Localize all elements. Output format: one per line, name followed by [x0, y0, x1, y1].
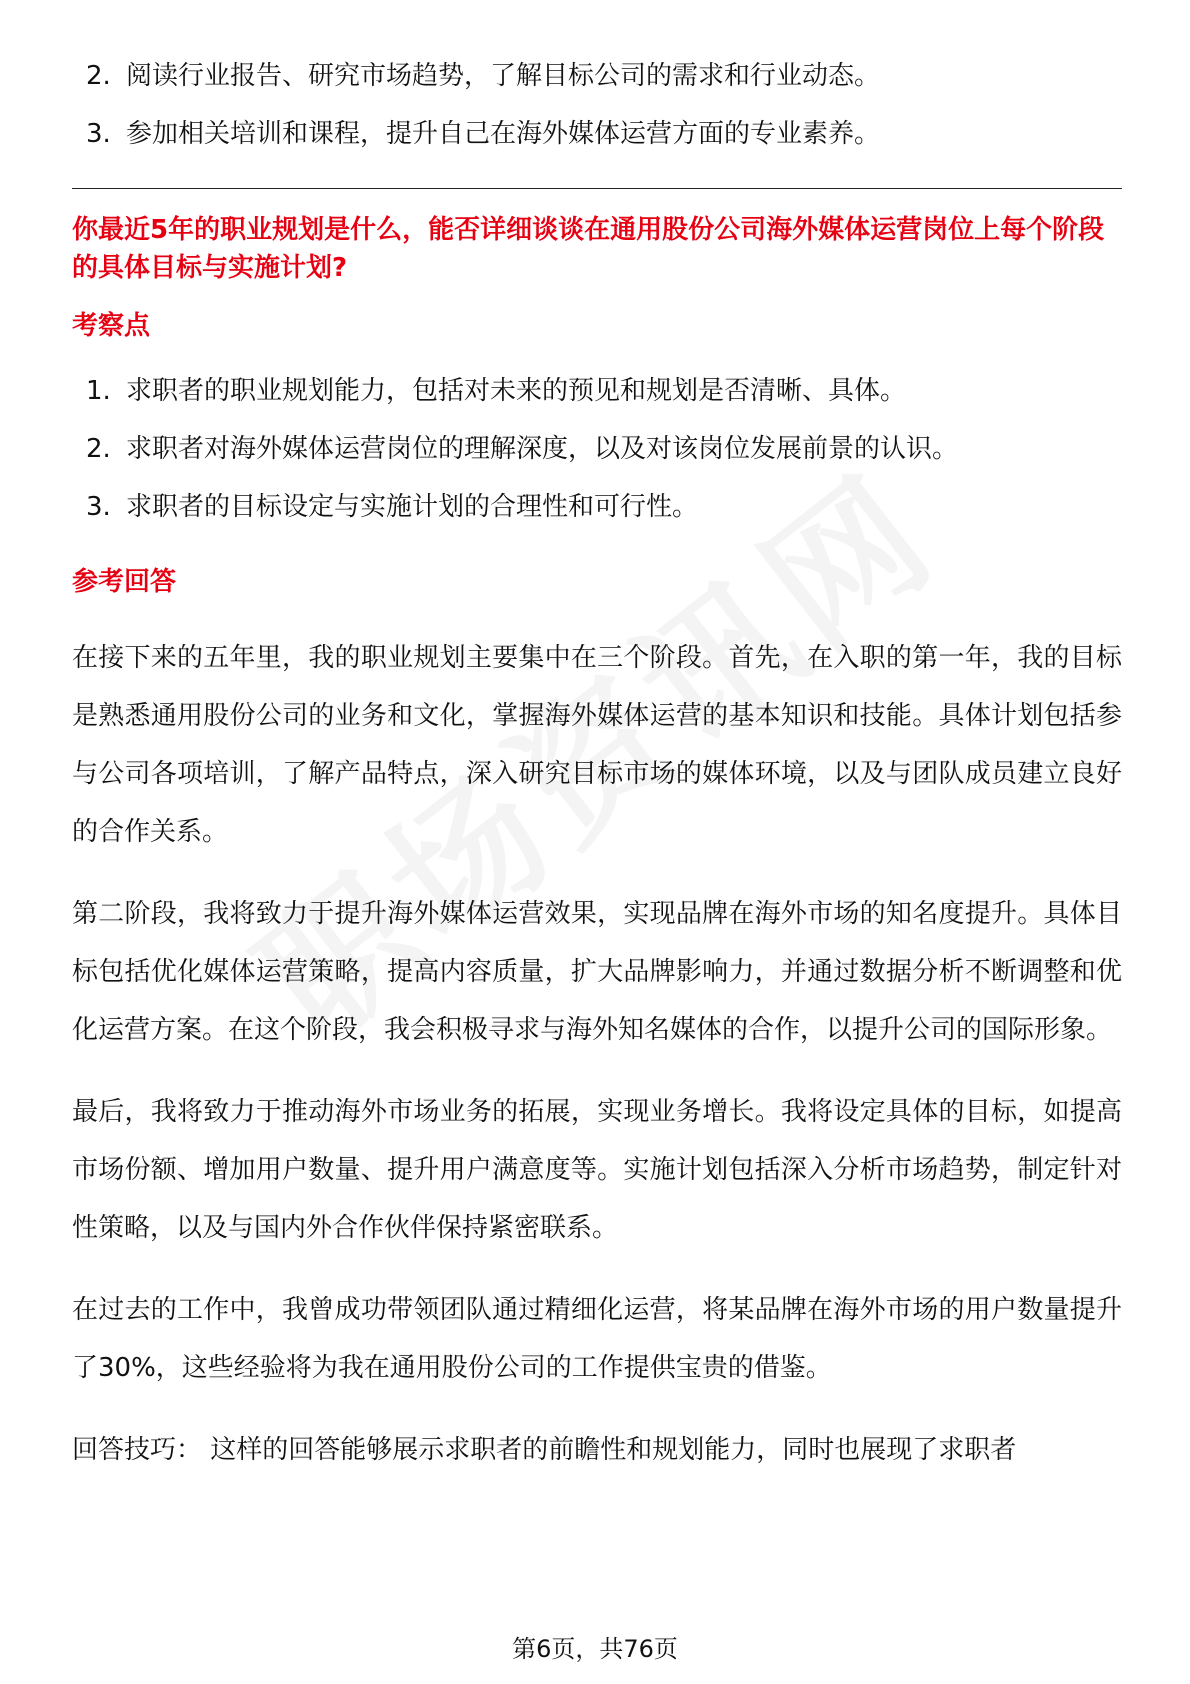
- list-item-number: 3.: [86, 119, 111, 149]
- page-number: 第6页，共76页: [512, 1635, 678, 1663]
- list-item: [72, 489, 1122, 525]
- list-item-number: 1.: [86, 376, 111, 406]
- list-item-number: 2.: [86, 61, 111, 91]
- spacer: [72, 547, 1122, 563]
- answer-title: 参考回答: [72, 567, 177, 597]
- answer-paragraph: 最后，我将致力于推动海外市场业务的拓展，实现业务增长。我将设定具体的目标，如提高市场份额、增加用户数量、提升用户满意度等。实施计划包括深入分析市场趋势，制定针对性策略，以及与国内外合作伙伴保持紧密联系。: [72, 1097, 1122, 1243]
- intro-list: [72, 58, 1122, 152]
- list-item: [72, 116, 1122, 152]
- answer-paragraph: 第二阶段，我将致力于提升海外媒体运营效果，实现品牌在海外市场的知名度提升。具体目标包括优化媒体运营策略，提高内容质量，扩大品牌影响力，并通过数据分析不断调整和优化运营方案。在这个阶段，我会积极寻求与海外知名媒体的合作，以提升公司的国际形象。: [72, 899, 1122, 1045]
- page-content: [72, 58, 1122, 1503]
- list-item: [72, 373, 1122, 409]
- list-item-text: 阅读行业报告、研究市场趋势，了解目标公司的需求和行业动态。: [126, 61, 881, 91]
- list-item: [72, 431, 1122, 467]
- answer-tips: 回答技巧： 这样的回答能够展示求职者的前瞻性和规划能力，同时也展现了求职者: [72, 1435, 1017, 1465]
- list-item-number: 2.: [86, 434, 111, 464]
- list-item-text: 求职者对海外媒体运营岗位的理解深度，以及对该岗位发展前景的认识。: [126, 434, 959, 464]
- section-divider: [72, 188, 1122, 189]
- question-heading: 你最近5年的职业规划是什么，能否详细谈谈在通用股份公司海外媒体运营岗位上每个阶段的具体目标与实施计划?: [72, 215, 1105, 283]
- list-item-text: 参加相关培训和课程，提升自己在海外媒体运营方面的专业素养。: [126, 119, 881, 149]
- focus-title: 考察点: [72, 311, 151, 341]
- list-item-text: 求职者的目标设定与实施计划的合理性和可行性。: [126, 492, 699, 522]
- list-item: [72, 58, 1122, 94]
- focus-list: [72, 373, 1122, 525]
- list-item-text: 求职者的职业规划能力，包括对未来的预见和规划是否清晰、具体。: [126, 376, 907, 406]
- answer-paragraph: 在过去的工作中，我曾成功带领团队通过精细化运营，将某品牌在海外市场的用户数量提升了30%，这些经验将为我在通用股份公司的工作提供宝贵的借鉴。: [72, 1295, 1122, 1383]
- answer-paragraph: 在接下来的五年里，我的职业规划主要集中在三个阶段。首先，在入职的第一年，我的目标是熟悉通用股份公司的业务和文化，掌握海外媒体运营的基本知识和技能。具体计划包括参与公司各项培训，了解产品特点，深入研究目标市场的媒体环境，以及与团队成员建立良好的合作关系。: [72, 643, 1122, 847]
- list-item-number: 3.: [86, 492, 111, 522]
